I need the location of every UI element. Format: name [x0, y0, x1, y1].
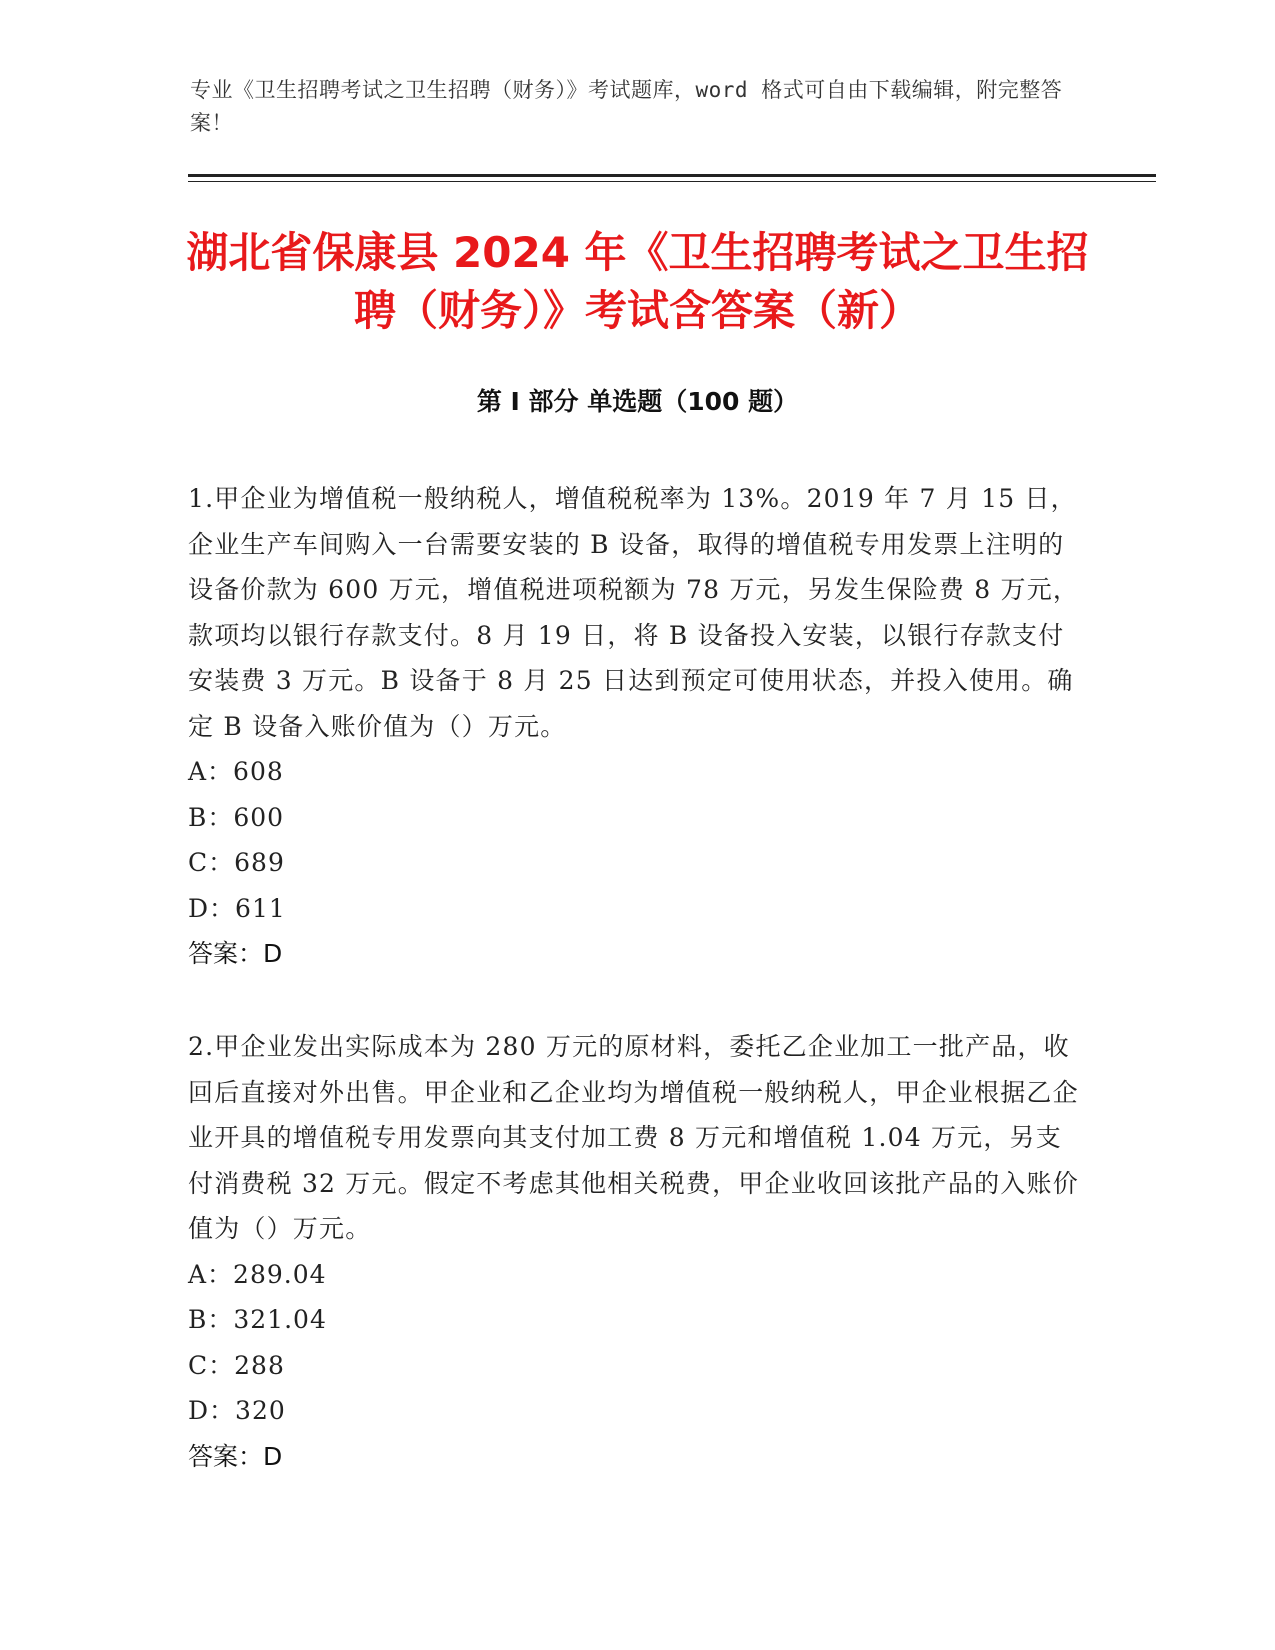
document-title: 湖北省保康县 2024 年《卫生招聘考试之卫生招聘（财务）》考试含答案（新）: [186, 228, 1089, 335]
option-a: A：289.04: [188, 1259, 327, 1289]
question-stem: 2.甲企业发出实际成本为 280 万元的原材料，委托乙企业加工一批产品，收回后直接对外出售。甲企业和乙企业均为增值税一般纳税人，甲企业根据乙企业开具的增值税专用发票向其支付加工费 8 万元和增值税 1.04 万元，另支付消费税 32 万元。假定不考虑其他相关税费，甲企业收回该批产品的入账价值为（）万元。: [188, 1032, 1079, 1243]
option-c: C：689: [188, 848, 285, 877]
question-2: [188, 1024, 1088, 1479]
header-note: 专业《卫生招聘考试之卫生招聘（财务）》考试题库，word 格式可自由下载编辑，附完整答案！: [190, 78, 1063, 135]
answer: 答案：D: [188, 939, 283, 968]
option-list: [188, 1252, 1088, 1434]
option-a: A：608: [188, 757, 284, 786]
section-title: 第 I 部分 单选题（100 题）: [476, 387, 799, 416]
option-b: B：321.04: [188, 1305, 327, 1334]
answer: 答案：D: [188, 1441, 283, 1471]
option-b: B：600: [188, 802, 285, 832]
header-rule-thick: [188, 174, 1156, 177]
option-d: D：320: [188, 1396, 286, 1425]
header-rule-thin: [188, 181, 1156, 182]
question-stem: 1.甲企业为增值税一般纳税人，增值税税率为 13%。2019 年 7 月 15 日，企业生产车间购入一台需要安装的 B 设备，取得的增值税专用发票上注明的设备价款为 600 万元，增值税进项税额为 78 万元，另发生保险费 8 万元，款项均以银行存款支付。8 月 19 日，将 B 设备投入安装，以银行存款支付安装费 3 万元。B 设备于 8 月 25 日达到预定可使用状态，并投入使用。确定 B 设备入账价值为（）万元。: [188, 484, 1080, 741]
option-c: C：288: [188, 1350, 285, 1380]
option-list: [188, 749, 1088, 931]
question-1: [188, 476, 1088, 977]
option-d: D：611: [188, 893, 286, 923]
